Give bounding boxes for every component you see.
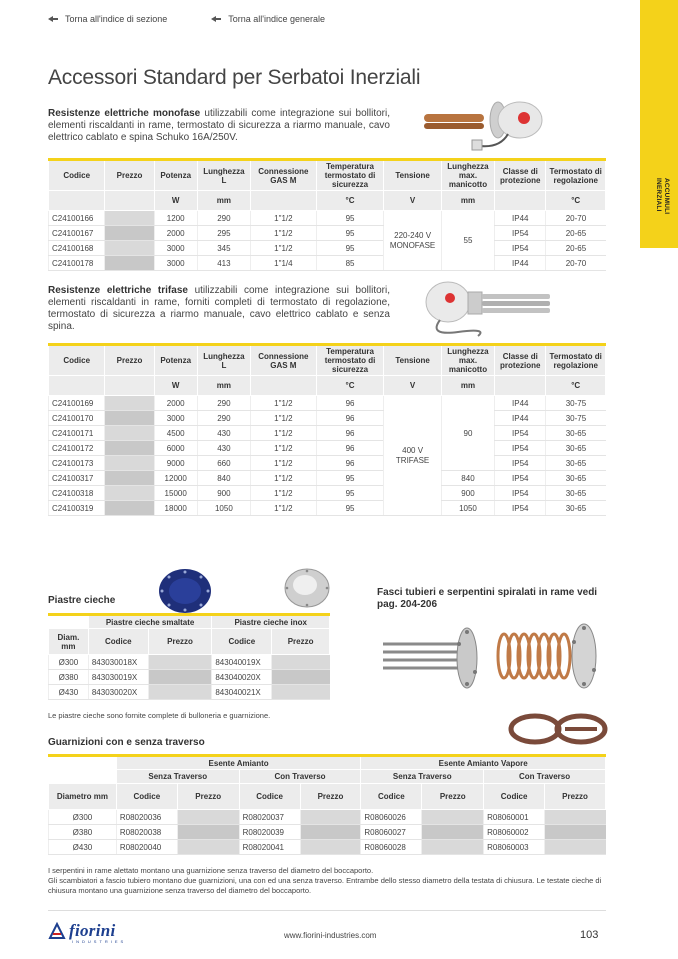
- monophase-heater-image: [420, 96, 550, 152]
- column-header: Classe di protezione: [495, 160, 546, 191]
- table-row: C24100167 2000 295 1"1/2 95 IP54 20-65: [49, 226, 606, 241]
- triphase-table: Codice Prezzo Potenza Lunghezza L Connessione GAS M Temperatura termostato di sicurezza Tensione Lunghezza max. manicotto Classe di protezione Termostato di regolazione W mm °C V mm °C C24100169 2000 290 1"1/2 96 400 V TRIFASE 90 IP44 30-75 C24100170 3000 290 1"1/2 96 IP44 30-75 C24100171 4500 430 1"1/2 96 IP54 30-65 C24100172 6000 430 1"1/2 96 IP54 30-65 C24100173 9000 660 1"1/2 96 IP54 30-65 C24100317 12000 840 1"1/2 95 840 IP54 30-65 C24100318 15000 900 1"1/2 95 900 IP54 30-65 C24100319 18000 1050 1"1/2 95 1050 IP54 30-65: [48, 343, 606, 516]
- table-row: C24100317 12000 840 1"1/2 95 840 IP54 30-65: [49, 471, 606, 486]
- table-row: C24100168 3000 345 1"1/2 95 IP54 20-65: [49, 241, 606, 256]
- table-row: Ø380 R08020038 R08020039 R08060027 R08060002: [49, 825, 606, 840]
- top-navigation: [48, 14, 325, 24]
- gaskets-image: [505, 712, 609, 746]
- tension-cell: 400 V TRIFASE: [384, 396, 441, 516]
- column-header: Termostato di regolazione: [546, 345, 606, 376]
- table-row: C24100318 15000 900 1"1/2 95 900 IP54 30-65: [49, 486, 606, 501]
- fiorini-logo: fiorini INDUSTRIES: [48, 921, 116, 941]
- sleeve-cell: 90: [441, 396, 494, 471]
- column-header: Lunghezza max. manicotto: [441, 160, 494, 191]
- column-header: Codice: [49, 345, 105, 376]
- table-row: C24100171 4500 430 1"1/2 96 IP54 30-65: [49, 426, 606, 441]
- table-row: C24100169 2000 290 1"1/2 96 400 V TRIFASE 90 IP44 30-75: [49, 396, 606, 411]
- table-row: C24100166 1200 290 1"1/2 95 220-240 V MONOFASE 55 IP44 20-70: [49, 211, 606, 226]
- table-row: Ø300 843030018X 843040019X: [49, 655, 330, 670]
- gaskets-title: Guarnizioni con e senza traverso: [48, 737, 205, 748]
- table-row: C24100173 9000 660 1"1/2 96 IP54 30-65: [49, 456, 606, 471]
- gaskets-table: Esente Amianto Esente Amianto Vapore Senza Traverso Con Traverso Senza Traverso Con Traverso Diametro mm Codice Prezzo Codice Prezzo Codice Prezzo Codice Prezzo Ø300 R08020036 R08020037 R08060026 R08060001 Ø380 R08020038 R08020039 R08060027 R08060002 Ø430 R08020040 R08020041 R08060028 R08060003: [48, 754, 606, 855]
- section-index-link[interactable]: Torna all'indice di sezione: [48, 14, 167, 24]
- column-header: Potenza: [154, 345, 197, 376]
- column-header: Lunghezza L: [197, 345, 250, 376]
- coils-title: Fasci tubieri e serpentini spiralati in rame vedi pag. 204-206: [377, 587, 598, 610]
- table-row: Ø430 843030020X 843040021X: [49, 685, 330, 700]
- back-arrow-icon: [48, 16, 53, 22]
- general-index-link[interactable]: Torna all'indice generale: [211, 14, 325, 24]
- back-arrow-icon: [211, 16, 216, 22]
- logo-mark-icon: [48, 922, 66, 940]
- tube-bundle-image: [377, 624, 485, 692]
- blind-plates-title: Piastre cieche: [48, 595, 116, 606]
- section-side-label: ACCUMULI INERZIALI: [655, 178, 670, 215]
- table-row: C24100319 18000 1050 1"1/2 95 1050 IP54 30-65: [49, 501, 606, 516]
- copper-coil-image: [490, 620, 606, 692]
- table-row: Ø300 R08020036 R08020037 R08060026 R08060001: [49, 810, 606, 825]
- sleeve-cell: 55: [441, 211, 494, 271]
- column-header: Codice: [49, 160, 105, 191]
- page-number: 103: [580, 929, 599, 941]
- triphase-description: Resistenze elettriche trifase utilizzabili come integrazione sui bollitori, elementi riscaldanti in rame, forniti completi di termostato di regolazione, termostato di sicurezza a riarmo manuale, cavo elettrico cablato e senza spina.: [48, 285, 390, 332]
- column-header: Potenza: [154, 160, 197, 191]
- column-header: Connessione GAS M: [251, 345, 317, 376]
- monophase-description: Resistenze elettriche monofase utilizzabili come integrazione sui bollitori, elementi riscaldanti in rame, termostato di sicurezza a riarmo manuale, cavo elettrico cablato e spina Schuko 16A/250V.: [48, 108, 390, 143]
- table-row: Ø380 843030019X 843040020X: [49, 670, 330, 685]
- column-header: Tensione: [384, 160, 441, 191]
- triphase-heater-image: [418, 276, 554, 338]
- column-header: Lunghezza max. manicotto: [441, 345, 494, 376]
- gaskets-note: I serpentini in rame alettato montano una guarnizione senza traverso del diametro del boccaporto. Gli scambiatori a fascio tubiero montano due guarnizioni, una con ed una senza traverso. Entrambe dello stesso diametro della testata di chiusura. Le testate cieche di chiusura montano una guarnizione senza traverso del diametro del boccaporto.: [48, 866, 602, 895]
- column-header: Temperatura termostato di sicurezza: [316, 345, 384, 376]
- blind-plates-table: Piastre cieche smaltate Piastre cieche inox Diam. mm Codice Prezzo Codice Prezzo Ø300 843030018X 843040019X Ø380 843030019X 843040020X Ø430 843030020X 843040021X: [48, 613, 330, 700]
- column-header: Classe di protezione: [495, 345, 546, 376]
- stainless-plate-image: [283, 567, 331, 609]
- column-header: Temperatura termostato di sicurezza: [316, 160, 384, 191]
- column-header: Connessione GAS M: [251, 160, 317, 191]
- table-row: Ø430 R08020040 R08020041 R08060028 R08060003: [49, 840, 606, 855]
- column-header: Prezzo: [105, 160, 154, 191]
- footer-divider: [48, 910, 606, 911]
- column-header: Prezzo: [105, 345, 154, 376]
- page-title: Accessori Standard per Serbatoi Inerziali: [48, 66, 421, 89]
- monophase-table: Codice Prezzo Potenza Lunghezza L Connessione GAS M Temperatura termostato di sicurezza Tensione Lunghezza max. manicotto Classe di protezione Termostato di regolazione W mm °C V mm °C C24100166 1200 290 1"1/2 95 220-240 V MONOFASE 55 IP44 20-70 C24100167 2000 295 1"1/2 95 IP54 20-65 C24100168 3000 345 1"1/2 95 IP54 20-65 C24100178 3000 413 1"1/4 85 IP44 20-70: [48, 158, 606, 271]
- table-row: C24100170 3000 290 1"1/2 96 IP44 30-75: [49, 411, 606, 426]
- column-header: Tensione: [384, 345, 441, 376]
- column-header: Termostato di regolazione: [546, 160, 606, 191]
- table-row: C24100172 6000 430 1"1/2 96 IP54 30-65: [49, 441, 606, 456]
- website-link[interactable]: www.fiorini-industries.com: [284, 931, 377, 940]
- column-header: Lunghezza L: [197, 160, 250, 191]
- table-row: C24100178 3000 413 1"1/4 85 IP44 20-70: [49, 256, 606, 271]
- enamelled-plate-image: [157, 567, 213, 615]
- tension-cell: 220-240 V MONOFASE: [384, 211, 441, 271]
- blind-plates-note: Le piastre cieche sono fornite complete di bulloneria e guarnizione.: [48, 711, 271, 720]
